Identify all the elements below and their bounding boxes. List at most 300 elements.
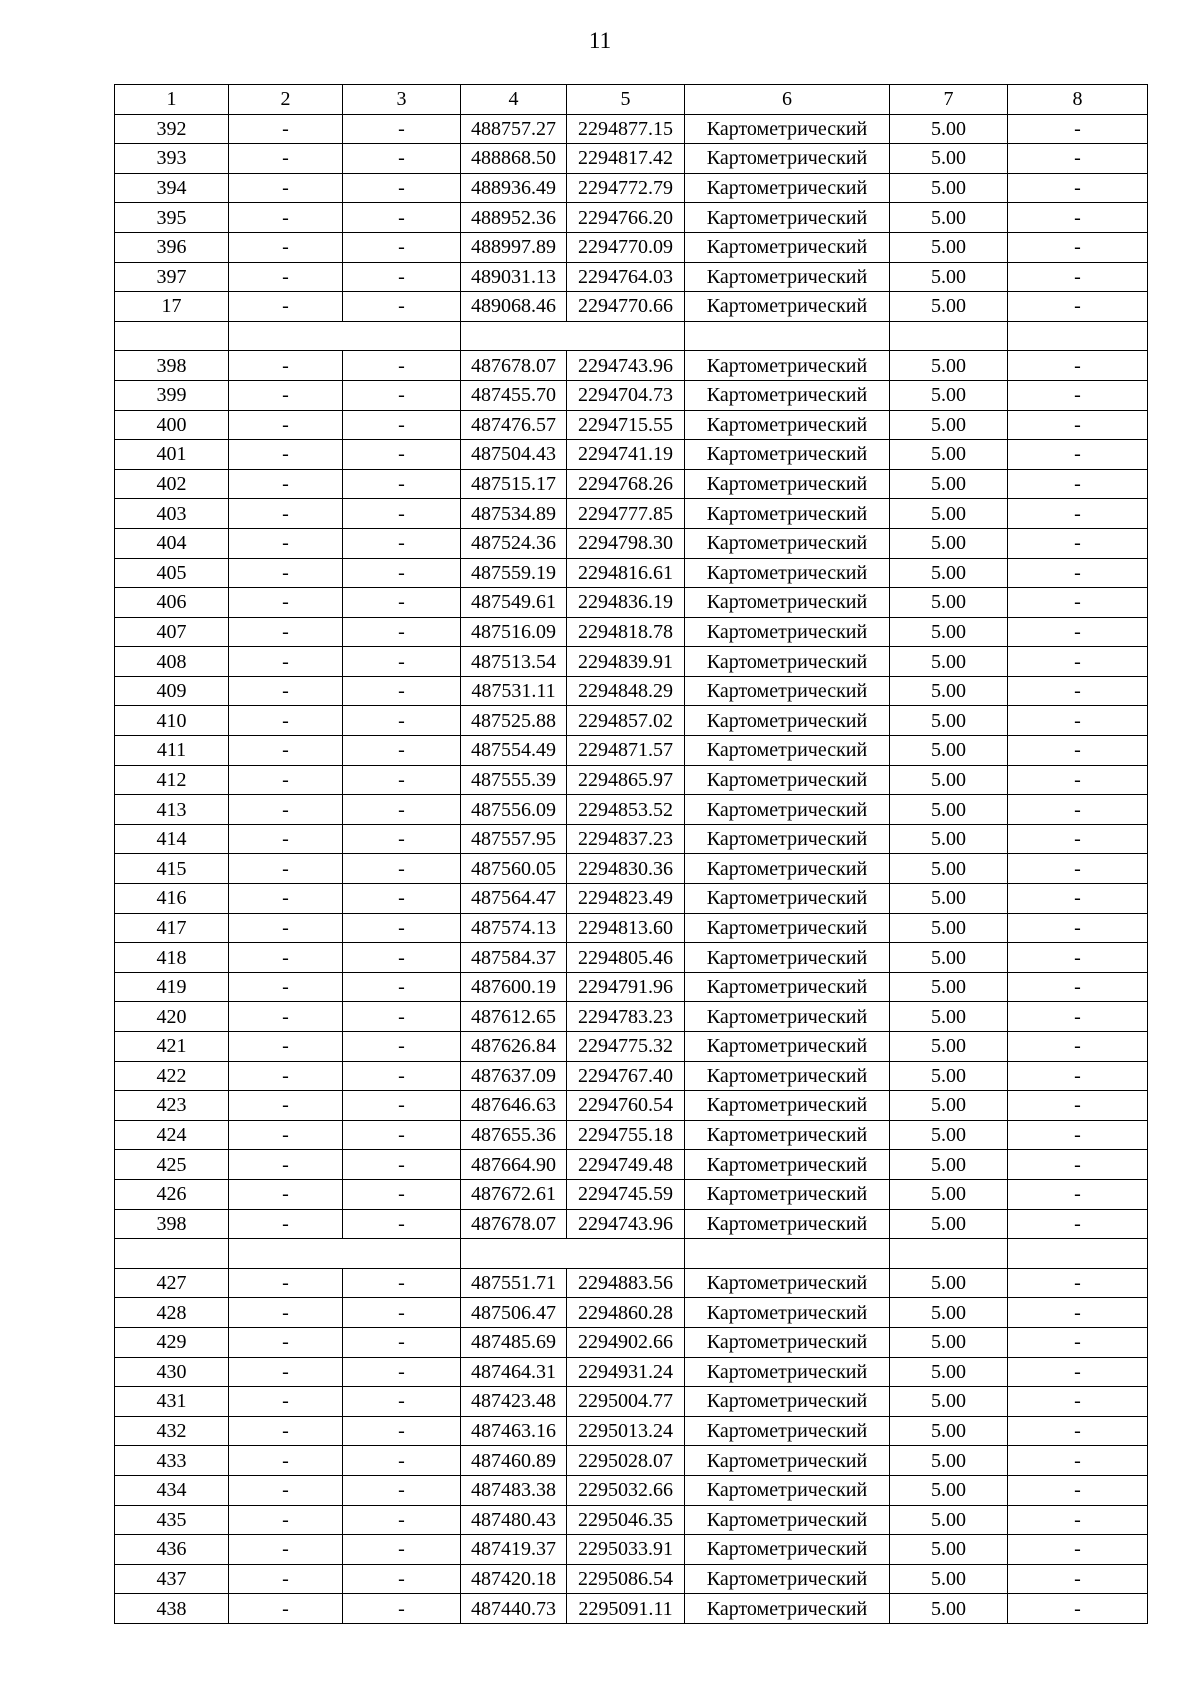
- method-cell: Картометрический: [685, 1091, 890, 1121]
- point-number-cell: 401: [115, 440, 229, 470]
- point-number-cell: 414: [115, 824, 229, 854]
- method-cell: Картометрический: [685, 1475, 890, 1505]
- x-coordinate-cell: 487455.70: [461, 380, 567, 410]
- method-cell: Картометрический: [685, 1416, 890, 1446]
- x-coordinate-cell: 487524.36: [461, 528, 567, 558]
- col2-cell: -: [229, 558, 343, 588]
- y-coordinate-cell: 2294783.23: [567, 1002, 685, 1032]
- method-cell: Картометрический: [685, 1061, 890, 1091]
- point-number-cell: 398: [115, 1209, 229, 1239]
- col8-cell: -: [1008, 1505, 1148, 1535]
- col2-cell: -: [229, 410, 343, 440]
- table-row: [115, 1239, 1148, 1269]
- x-coordinate-cell: 487646.63: [461, 1091, 567, 1121]
- y-coordinate-cell: 2294743.96: [567, 1209, 685, 1239]
- table-row: [115, 676, 1148, 706]
- method-cell: Картометрический: [685, 262, 890, 292]
- col3-cell: -: [343, 1150, 461, 1180]
- blank-cell: [685, 321, 890, 351]
- y-coordinate-cell: 2294813.60: [567, 913, 685, 943]
- blank-cell: [890, 321, 1008, 351]
- col3-cell: -: [343, 1535, 461, 1565]
- col2-cell: -: [229, 617, 343, 647]
- table-row: [115, 351, 1148, 381]
- col3-cell: -: [343, 440, 461, 470]
- table-row: [115, 1505, 1148, 1535]
- accuracy-cell: 5.00: [890, 380, 1008, 410]
- accuracy-cell: 5.00: [890, 1535, 1008, 1565]
- col8-cell: -: [1008, 1535, 1148, 1565]
- col8-cell: -: [1008, 499, 1148, 529]
- accuracy-cell: 5.00: [890, 1357, 1008, 1387]
- col2-cell: -: [229, 1179, 343, 1209]
- col2-cell: -: [229, 795, 343, 825]
- y-coordinate-cell: 2295091.11: [567, 1594, 685, 1624]
- x-coordinate-cell: 487534.89: [461, 499, 567, 529]
- method-cell: Картометрический: [685, 410, 890, 440]
- method-cell: Картометрический: [685, 1564, 890, 1594]
- table-row: [115, 972, 1148, 1002]
- method-cell: Картометрический: [685, 1594, 890, 1624]
- table-row: [115, 1387, 1148, 1417]
- method-cell: Картометрический: [685, 972, 890, 1002]
- col3-cell: -: [343, 499, 461, 529]
- x-coordinate-cell: 487564.47: [461, 884, 567, 914]
- method-cell: Картометрический: [685, 884, 890, 914]
- point-number-cell: 397: [115, 262, 229, 292]
- col2-cell: -: [229, 913, 343, 943]
- col2-cell: -: [229, 292, 343, 322]
- col3-cell: -: [343, 1564, 461, 1594]
- col3-cell: -: [343, 1032, 461, 1062]
- accuracy-cell: 5.00: [890, 1179, 1008, 1209]
- method-cell: Картометрический: [685, 380, 890, 410]
- col3-cell: -: [343, 1002, 461, 1032]
- x-coordinate-cell: 487555.39: [461, 765, 567, 795]
- col2-cell: -: [229, 736, 343, 766]
- col8-cell: -: [1008, 736, 1148, 766]
- method-cell: Картометрический: [685, 469, 890, 499]
- col8-cell: -: [1008, 943, 1148, 973]
- method-cell: Картометрический: [685, 1535, 890, 1565]
- accuracy-cell: 5.00: [890, 913, 1008, 943]
- table-row: [115, 440, 1148, 470]
- table-row: [115, 1594, 1148, 1624]
- col8-cell: -: [1008, 676, 1148, 706]
- table-row: [115, 1209, 1148, 1239]
- col2-cell: -: [229, 1327, 343, 1357]
- col8-cell: -: [1008, 617, 1148, 647]
- col3-cell: -: [343, 617, 461, 647]
- y-coordinate-cell: 2294715.55: [567, 410, 685, 440]
- method-cell: Картометрический: [685, 1387, 890, 1417]
- col2-cell: -: [229, 262, 343, 292]
- col2-cell: -: [229, 380, 343, 410]
- accuracy-cell: 5.00: [890, 558, 1008, 588]
- accuracy-cell: 5.00: [890, 1268, 1008, 1298]
- table-row: [115, 1002, 1148, 1032]
- blank-cell: [229, 321, 461, 351]
- x-coordinate-cell: 487574.13: [461, 913, 567, 943]
- x-coordinate-cell: 487612.65: [461, 1002, 567, 1032]
- accuracy-cell: 5.00: [890, 232, 1008, 262]
- accuracy-cell: 5.00: [890, 114, 1008, 144]
- col8-cell: -: [1008, 440, 1148, 470]
- table-row: [115, 1061, 1148, 1091]
- point-number-cell: 437: [115, 1564, 229, 1594]
- col2-cell: -: [229, 1061, 343, 1091]
- col8-cell: -: [1008, 706, 1148, 736]
- x-coordinate-cell: 488997.89: [461, 232, 567, 262]
- col3-cell: -: [343, 795, 461, 825]
- method-cell: Картометрический: [685, 440, 890, 470]
- method-cell: Картометрический: [685, 203, 890, 233]
- col3-cell: -: [343, 1475, 461, 1505]
- col8-cell: -: [1008, 1032, 1148, 1062]
- col8-cell: -: [1008, 173, 1148, 203]
- y-coordinate-cell: 2294805.46: [567, 943, 685, 973]
- accuracy-cell: 5.00: [890, 262, 1008, 292]
- point-number-cell: 410: [115, 706, 229, 736]
- col8-cell: -: [1008, 203, 1148, 233]
- col8-cell: -: [1008, 913, 1148, 943]
- point-number-cell: 418: [115, 943, 229, 973]
- point-number-cell: 426: [115, 1179, 229, 1209]
- y-coordinate-cell: 2295086.54: [567, 1564, 685, 1594]
- table-row: [115, 469, 1148, 499]
- table-row: [115, 943, 1148, 973]
- y-coordinate-cell: 2294818.78: [567, 617, 685, 647]
- x-coordinate-cell: 487557.95: [461, 824, 567, 854]
- col2-cell: -: [229, 499, 343, 529]
- col2-cell: -: [229, 1535, 343, 1565]
- x-coordinate-cell: 488936.49: [461, 173, 567, 203]
- col2-cell: -: [229, 884, 343, 914]
- point-number-cell: 399: [115, 380, 229, 410]
- x-coordinate-cell: 487460.89: [461, 1446, 567, 1476]
- accuracy-cell: 5.00: [890, 440, 1008, 470]
- x-coordinate-cell: 487513.54: [461, 647, 567, 677]
- point-number-cell: 438: [115, 1594, 229, 1624]
- x-coordinate-cell: 487476.57: [461, 410, 567, 440]
- x-coordinate-cell: 487504.43: [461, 440, 567, 470]
- col3-cell: -: [343, 380, 461, 410]
- point-number-cell: 436: [115, 1535, 229, 1565]
- table-row: [115, 558, 1148, 588]
- x-coordinate-cell: 487483.38: [461, 1475, 567, 1505]
- col3-cell: -: [343, 1120, 461, 1150]
- method-cell: Картометрический: [685, 528, 890, 558]
- x-coordinate-cell: 487678.07: [461, 351, 567, 381]
- point-number-cell: 424: [115, 1120, 229, 1150]
- col8-cell: -: [1008, 1061, 1148, 1091]
- x-coordinate-cell: 489068.46: [461, 292, 567, 322]
- x-coordinate-cell: 487525.88: [461, 706, 567, 736]
- table-row: [115, 1091, 1148, 1121]
- table-row: [115, 1032, 1148, 1062]
- col3-cell: -: [343, 292, 461, 322]
- accuracy-cell: 5.00: [890, 736, 1008, 766]
- col2-cell: -: [229, 1475, 343, 1505]
- col8-cell: -: [1008, 1357, 1148, 1387]
- table-row: [115, 795, 1148, 825]
- table-row: [115, 410, 1148, 440]
- col8-cell: -: [1008, 351, 1148, 381]
- col2-cell: -: [229, 203, 343, 233]
- y-coordinate-cell: 2295032.66: [567, 1475, 685, 1505]
- y-coordinate-cell: 2294853.52: [567, 795, 685, 825]
- col2-cell: -: [229, 469, 343, 499]
- col8-cell: -: [1008, 528, 1148, 558]
- col8-cell: -: [1008, 795, 1148, 825]
- method-cell: Картометрический: [685, 588, 890, 618]
- table-row: [115, 736, 1148, 766]
- x-coordinate-cell: 487664.90: [461, 1150, 567, 1180]
- col3-cell: -: [343, 262, 461, 292]
- table-row: [115, 588, 1148, 618]
- table-row: [115, 765, 1148, 795]
- method-cell: Картометрический: [685, 854, 890, 884]
- x-coordinate-cell: 487556.09: [461, 795, 567, 825]
- method-cell: Картометрический: [685, 499, 890, 529]
- col8-cell: -: [1008, 1150, 1148, 1180]
- blank-cell: [115, 1239, 229, 1269]
- accuracy-cell: 5.00: [890, 1594, 1008, 1624]
- method-cell: Картометрический: [685, 1327, 890, 1357]
- point-number-cell: 411: [115, 736, 229, 766]
- table-row: [115, 854, 1148, 884]
- col8-cell: -: [1008, 144, 1148, 174]
- column-header: 1: [115, 85, 229, 115]
- accuracy-cell: 5.00: [890, 617, 1008, 647]
- point-number-cell: 416: [115, 884, 229, 914]
- col8-cell: -: [1008, 972, 1148, 1002]
- col3-cell: -: [343, 203, 461, 233]
- x-coordinate-cell: 487554.49: [461, 736, 567, 766]
- x-coordinate-cell: 487637.09: [461, 1061, 567, 1091]
- x-coordinate-cell: 487464.31: [461, 1357, 567, 1387]
- method-cell: Картометрический: [685, 1120, 890, 1150]
- point-number-cell: 431: [115, 1387, 229, 1417]
- table-row: [115, 1150, 1148, 1180]
- table-row: [115, 380, 1148, 410]
- col3-cell: -: [343, 1327, 461, 1357]
- accuracy-cell: 5.00: [890, 1298, 1008, 1328]
- point-number-cell: 421: [115, 1032, 229, 1062]
- col8-cell: -: [1008, 824, 1148, 854]
- table-row: [115, 203, 1148, 233]
- col8-cell: -: [1008, 380, 1148, 410]
- y-coordinate-cell: 2295028.07: [567, 1446, 685, 1476]
- col8-cell: -: [1008, 1446, 1148, 1476]
- accuracy-cell: 5.00: [890, 972, 1008, 1002]
- y-coordinate-cell: 2294817.42: [567, 144, 685, 174]
- accuracy-cell: 5.00: [890, 795, 1008, 825]
- accuracy-cell: 5.00: [890, 469, 1008, 499]
- col2-cell: -: [229, 351, 343, 381]
- col8-cell: -: [1008, 262, 1148, 292]
- method-cell: Картометрический: [685, 1179, 890, 1209]
- col2-cell: -: [229, 232, 343, 262]
- column-header: 6: [685, 85, 890, 115]
- x-coordinate-cell: 487584.37: [461, 943, 567, 973]
- table-header-row: [115, 85, 1148, 115]
- y-coordinate-cell: 2295033.91: [567, 1535, 685, 1565]
- x-coordinate-cell: 487559.19: [461, 558, 567, 588]
- y-coordinate-cell: 2294931.24: [567, 1357, 685, 1387]
- accuracy-cell: 5.00: [890, 1475, 1008, 1505]
- point-number-cell: 427: [115, 1268, 229, 1298]
- accuracy-cell: 5.00: [890, 647, 1008, 677]
- blank-cell: [1008, 1239, 1148, 1269]
- col3-cell: -: [343, 469, 461, 499]
- accuracy-cell: 5.00: [890, 1505, 1008, 1535]
- y-coordinate-cell: 2294871.57: [567, 736, 685, 766]
- blank-cell: [461, 321, 685, 351]
- accuracy-cell: 5.00: [890, 1061, 1008, 1091]
- blank-cell: [1008, 321, 1148, 351]
- accuracy-cell: 5.00: [890, 706, 1008, 736]
- y-coordinate-cell: 2294741.19: [567, 440, 685, 470]
- col8-cell: -: [1008, 1091, 1148, 1121]
- y-coordinate-cell: 2294755.18: [567, 1120, 685, 1150]
- col3-cell: -: [343, 351, 461, 381]
- col3-cell: -: [343, 1209, 461, 1239]
- table-row: [115, 114, 1148, 144]
- column-header: 2: [229, 85, 343, 115]
- point-number-cell: 402: [115, 469, 229, 499]
- col3-cell: -: [343, 558, 461, 588]
- col2-cell: -: [229, 1564, 343, 1594]
- table-row: [115, 1327, 1148, 1357]
- point-number-cell: 429: [115, 1327, 229, 1357]
- point-number-cell: 396: [115, 232, 229, 262]
- y-coordinate-cell: 2294764.03: [567, 262, 685, 292]
- method-cell: Картометрический: [685, 1505, 890, 1535]
- y-coordinate-cell: 2295013.24: [567, 1416, 685, 1446]
- column-header: 4: [461, 85, 567, 115]
- point-number-cell: 428: [115, 1298, 229, 1328]
- y-coordinate-cell: 2294837.23: [567, 824, 685, 854]
- point-number-cell: 398: [115, 351, 229, 381]
- accuracy-cell: 5.00: [890, 1091, 1008, 1121]
- table-row: [115, 321, 1148, 351]
- method-cell: Картометрический: [685, 232, 890, 262]
- method-cell: Картометрический: [685, 144, 890, 174]
- col3-cell: -: [343, 232, 461, 262]
- col3-cell: -: [343, 972, 461, 1002]
- col2-cell: -: [229, 1446, 343, 1476]
- x-coordinate-cell: 487419.37: [461, 1535, 567, 1565]
- table-row: [115, 499, 1148, 529]
- accuracy-cell: 5.00: [890, 676, 1008, 706]
- col3-cell: -: [343, 676, 461, 706]
- point-number-cell: 433: [115, 1446, 229, 1476]
- y-coordinate-cell: 2294791.96: [567, 972, 685, 1002]
- accuracy-cell: 5.00: [890, 203, 1008, 233]
- col3-cell: -: [343, 588, 461, 618]
- col8-cell: -: [1008, 1416, 1148, 1446]
- table-row: [115, 706, 1148, 736]
- col8-cell: -: [1008, 1209, 1148, 1239]
- col2-cell: -: [229, 1002, 343, 1032]
- method-cell: Картометрический: [685, 1268, 890, 1298]
- y-coordinate-cell: 2294848.29: [567, 676, 685, 706]
- col3-cell: -: [343, 913, 461, 943]
- col2-cell: -: [229, 765, 343, 795]
- x-coordinate-cell: 487600.19: [461, 972, 567, 1002]
- table-row: [115, 1535, 1148, 1565]
- col8-cell: -: [1008, 469, 1148, 499]
- col3-cell: -: [343, 1061, 461, 1091]
- col8-cell: -: [1008, 410, 1148, 440]
- point-number-cell: 17: [115, 292, 229, 322]
- col3-cell: -: [343, 706, 461, 736]
- table-row: [115, 1298, 1148, 1328]
- col8-cell: -: [1008, 1475, 1148, 1505]
- method-cell: Картометрический: [685, 1002, 890, 1032]
- col2-cell: -: [229, 144, 343, 174]
- method-cell: Картометрический: [685, 617, 890, 647]
- y-coordinate-cell: 2294760.54: [567, 1091, 685, 1121]
- y-coordinate-cell: 2294768.26: [567, 469, 685, 499]
- page-number: 11: [588, 28, 612, 53]
- x-coordinate-cell: 489031.13: [461, 262, 567, 292]
- table-row: [115, 1446, 1148, 1476]
- column-header: 7: [890, 85, 1008, 115]
- point-number-cell: 434: [115, 1475, 229, 1505]
- col3-cell: -: [343, 1387, 461, 1417]
- col3-cell: -: [343, 736, 461, 766]
- y-coordinate-cell: 2294745.59: [567, 1179, 685, 1209]
- method-cell: Картометрический: [685, 706, 890, 736]
- table-row: [115, 647, 1148, 677]
- y-coordinate-cell: 2294823.49: [567, 884, 685, 914]
- point-number-cell: 408: [115, 647, 229, 677]
- point-number-cell: 392: [115, 114, 229, 144]
- table-body: [115, 114, 1148, 1623]
- table-row: [115, 913, 1148, 943]
- method-cell: Картометрический: [685, 1032, 890, 1062]
- col3-cell: -: [343, 1179, 461, 1209]
- col2-cell: -: [229, 943, 343, 973]
- accuracy-cell: 5.00: [890, 1446, 1008, 1476]
- accuracy-cell: 5.00: [890, 144, 1008, 174]
- col2-cell: -: [229, 972, 343, 1002]
- accuracy-cell: 5.00: [890, 499, 1008, 529]
- method-cell: Картометрический: [685, 292, 890, 322]
- col8-cell: -: [1008, 1387, 1148, 1417]
- col2-cell: -: [229, 1032, 343, 1062]
- accuracy-cell: 5.00: [890, 410, 1008, 440]
- accuracy-cell: 5.00: [890, 854, 1008, 884]
- col3-cell: -: [343, 1594, 461, 1624]
- blank-cell: [890, 1239, 1008, 1269]
- y-coordinate-cell: 2294704.73: [567, 380, 685, 410]
- x-coordinate-cell: 487420.18: [461, 1564, 567, 1594]
- x-coordinate-cell: 487672.61: [461, 1179, 567, 1209]
- col3-cell: -: [343, 854, 461, 884]
- col8-cell: -: [1008, 558, 1148, 588]
- col2-cell: -: [229, 1357, 343, 1387]
- column-header: 8: [1008, 85, 1148, 115]
- method-cell: Картометрический: [685, 676, 890, 706]
- table-row: [115, 884, 1148, 914]
- point-number-cell: 432: [115, 1416, 229, 1446]
- col3-cell: -: [343, 1091, 461, 1121]
- column-header: 3: [343, 85, 461, 115]
- method-cell: Картометрический: [685, 1298, 890, 1328]
